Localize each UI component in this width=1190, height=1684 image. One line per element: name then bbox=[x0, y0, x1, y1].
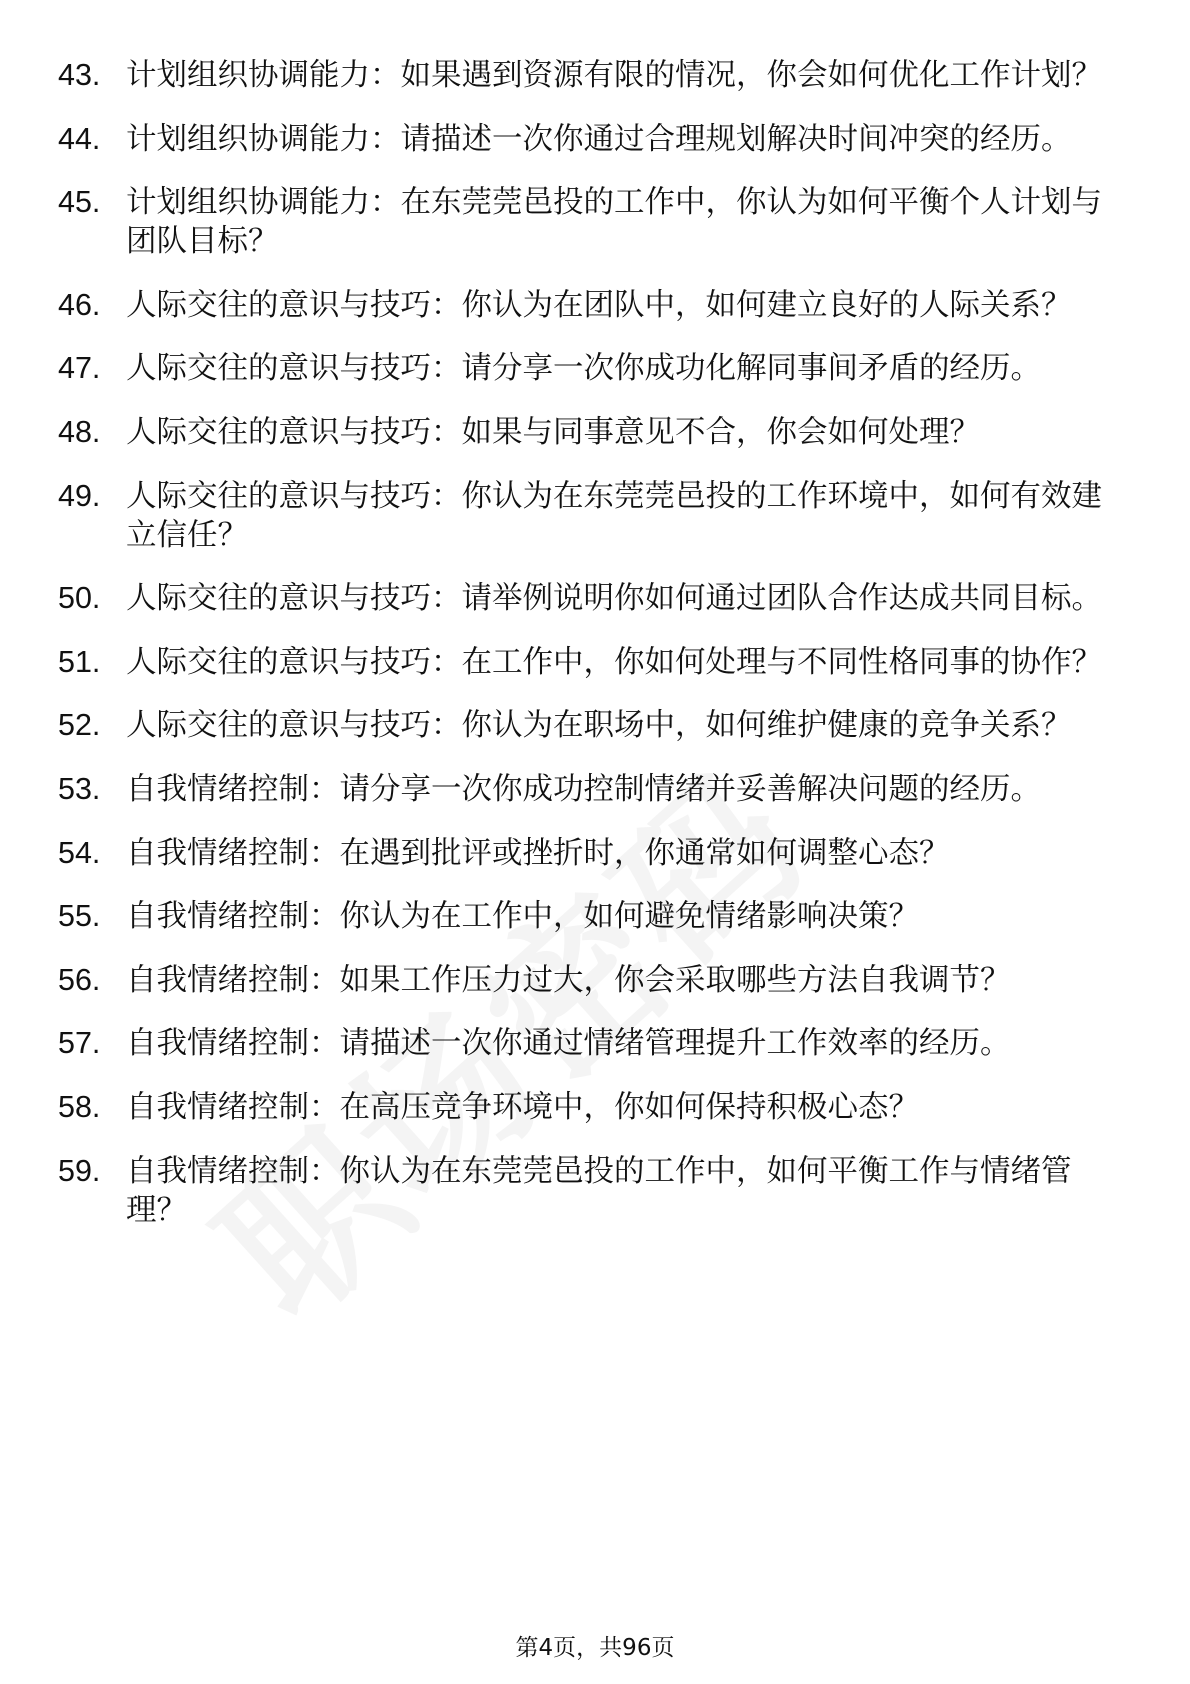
question-text: 人际交往的意识与技巧：你认为在东莞莞邑投的工作环境中，如何有效建立信任？ bbox=[126, 478, 1102, 553]
question-item bbox=[58, 834, 1118, 873]
question-number: 44. bbox=[58, 121, 101, 156]
question-number: 54. bbox=[58, 835, 101, 870]
question-item bbox=[58, 120, 1118, 159]
question-text: 自我情绪控制：请描述一次你通过情绪管理提升工作效率的经历。 bbox=[126, 1026, 1011, 1062]
question-number: 58. bbox=[58, 1089, 101, 1124]
question-text: 人际交往的意识与技巧：你认为在职场中，如何维护健康的竞争关系？ bbox=[126, 708, 1072, 744]
question-number: 47. bbox=[58, 351, 101, 386]
question-number: 50. bbox=[58, 581, 101, 616]
question-text: 人际交往的意识与技巧：在工作中，你如何处理与不同性格同事的协作？ bbox=[126, 644, 1102, 680]
question-number: 56. bbox=[58, 962, 101, 997]
question-text: 人际交往的意识与技巧：请分享一次你成功化解同事间矛盾的经历。 bbox=[126, 351, 1041, 387]
question-text: 自我情绪控制：你认为在东莞莞邑投的工作中，如何平衡工作与情绪管理？ bbox=[126, 1153, 1072, 1228]
question-number: 57. bbox=[58, 1026, 101, 1061]
question-number: 53. bbox=[58, 771, 101, 806]
question-number: 48. bbox=[58, 414, 101, 449]
question-number: 59. bbox=[58, 1153, 101, 1188]
question-item bbox=[58, 183, 1118, 261]
question-number: 52. bbox=[58, 708, 101, 743]
question-number: 55. bbox=[58, 899, 101, 934]
question-item bbox=[58, 1024, 1118, 1063]
question-text: 自我情绪控制：你认为在工作中，如何避免情绪影响决策？ bbox=[126, 899, 919, 935]
question-item bbox=[58, 349, 1118, 388]
question-number: 43. bbox=[58, 58, 101, 92]
question-text: 人际交往的意识与技巧：如果与同事意见不合，你会如何处理？ bbox=[126, 414, 980, 450]
question-item bbox=[58, 897, 1118, 936]
question-item bbox=[58, 286, 1118, 325]
question-item bbox=[58, 413, 1118, 452]
question-item bbox=[58, 1088, 1118, 1127]
question-item bbox=[58, 56, 1118, 95]
page-footer: 第4页，共96页 bbox=[515, 1635, 675, 1661]
question-text: 人际交往的意识与技巧：你认为在团队中，如何建立良好的人际关系？ bbox=[126, 287, 1072, 323]
question-list bbox=[58, 56, 1118, 1254]
question-item bbox=[58, 770, 1118, 809]
question-text: 计划组织协调能力：如果遇到资源有限的情况，你会如何优化工作计划？ bbox=[126, 58, 1102, 93]
question-text: 自我情绪控制：在遇到批评或挫折时，你通常如何调整心态？ bbox=[126, 835, 950, 871]
question-number: 51. bbox=[58, 644, 101, 679]
question-item bbox=[58, 1152, 1118, 1230]
question-number: 45. bbox=[58, 185, 101, 220]
question-number: 46. bbox=[58, 287, 101, 322]
question-item bbox=[58, 643, 1118, 682]
question-item bbox=[58, 706, 1118, 745]
question-item bbox=[58, 477, 1118, 555]
question-number: 49. bbox=[58, 478, 101, 513]
question-text: 自我情绪控制：在高压竞争环境中，你如何保持积极心态？ bbox=[126, 1089, 919, 1125]
question-text: 自我情绪控制：请分享一次你成功控制情绪并妥善解决问题的经历。 bbox=[126, 771, 1041, 807]
question-text: 人际交往的意识与技巧：请举例说明你如何通过团队合作达成共同目标。 bbox=[126, 581, 1102, 617]
question-text: 自我情绪控制：如果工作压力过大，你会采取哪些方法自我调节？ bbox=[126, 962, 1011, 998]
question-item bbox=[58, 961, 1118, 1000]
question-item bbox=[58, 579, 1118, 618]
question-text: 计划组织协调能力：在东莞莞邑投的工作中，你认为如何平衡个人计划与团队目标？ bbox=[126, 185, 1102, 260]
question-text: 计划组织协调能力：请描述一次你通过合理规划解决时间冲突的经历。 bbox=[126, 121, 1072, 157]
